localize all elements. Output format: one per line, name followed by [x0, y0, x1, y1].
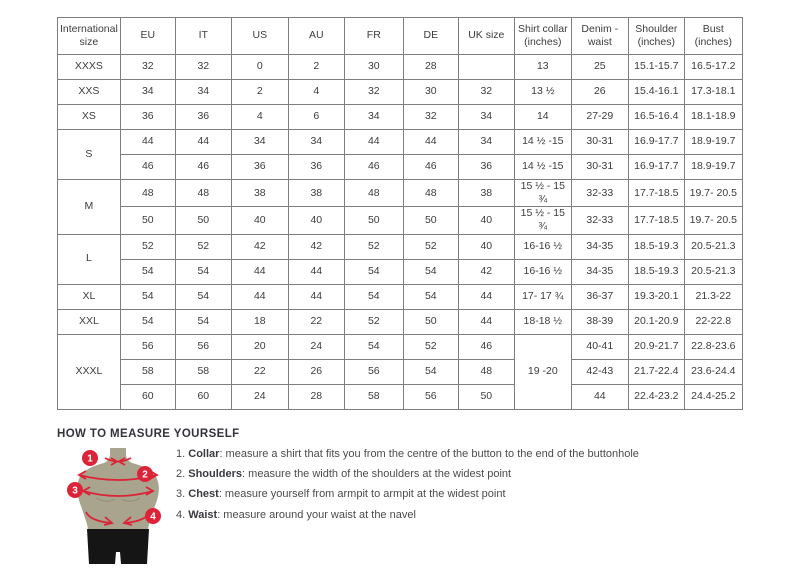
cell: 44 — [120, 130, 175, 155]
cell: 17- 17 ¾ — [514, 284, 571, 309]
step-text: : measure the width of the shoulders at the widest point — [242, 468, 512, 481]
cell: 32 — [120, 55, 175, 80]
cell: 38-39 — [571, 309, 628, 334]
col-header-uk-size: UK size — [458, 18, 514, 55]
cell: 54 — [120, 309, 175, 334]
step-number: 4. — [176, 508, 186, 521]
cell: 4 — [288, 80, 344, 105]
cell: 32 — [458, 80, 514, 105]
cell: 54 — [403, 259, 458, 284]
cell: 38 — [231, 180, 288, 207]
measure-step-waist — [176, 509, 736, 522]
col-header-de: DE — [403, 18, 458, 55]
cell: 24 — [288, 334, 344, 359]
cell: 2 — [288, 55, 344, 80]
cell: 50 — [403, 207, 458, 234]
cell: 54 — [344, 334, 403, 359]
merged-collar-cell: 19 -20 — [514, 334, 571, 409]
cell: 23.6-24.4 — [684, 359, 742, 384]
cell: 16.9-17.7 — [628, 130, 684, 155]
table-header-row — [58, 18, 743, 55]
cell: 50 — [175, 207, 231, 234]
cell: 40-41 — [571, 334, 628, 359]
cell: 4 — [231, 105, 288, 130]
measure-instructions — [176, 448, 736, 529]
cell: 34-35 — [571, 234, 628, 259]
cell: 34 — [231, 130, 288, 155]
cell: 54 — [175, 259, 231, 284]
cell: 54 — [344, 259, 403, 284]
cell: 14 — [514, 105, 571, 130]
cell: 54 — [344, 284, 403, 309]
col-header-denim-waist: Denim - waist — [571, 18, 628, 55]
col-header-it: IT — [175, 18, 231, 55]
cell: 20 — [231, 334, 288, 359]
step-text: : measure a shirt that fits you from the centre of the button to the end of the buttonhole — [219, 448, 639, 460]
cell: 36 — [120, 105, 175, 130]
cell: 17.7-18.5 — [628, 207, 684, 234]
col-header-international-size: International size — [58, 18, 121, 55]
table-row-xxxl-1 — [58, 334, 743, 359]
cell: 18.5-19.3 — [628, 234, 684, 259]
size-label-cell: XXL — [58, 309, 121, 334]
cell: 34 — [344, 105, 403, 130]
cell: 44 — [403, 130, 458, 155]
cell: 24 — [231, 384, 288, 409]
step-text: : measure around your waist at the navel — [217, 508, 416, 521]
cell: 34 — [120, 80, 175, 105]
cell: 38 — [288, 180, 344, 207]
cell: 44 — [288, 284, 344, 309]
cell: 40 — [458, 207, 514, 234]
cell: 54 — [120, 259, 175, 284]
cell: 48 — [175, 180, 231, 207]
cell: 48 — [120, 180, 175, 207]
cell: 34 — [458, 130, 514, 155]
cell: 16.9-17.7 — [628, 155, 684, 180]
cell: 19.7- 20.5 — [684, 207, 742, 234]
cell: 32 — [403, 105, 458, 130]
measure-step-shoulders — [176, 468, 736, 481]
table-row-m-2 — [58, 207, 743, 234]
cell: 52 — [344, 309, 403, 334]
table-row-xxxs — [58, 55, 743, 80]
cell: 54 — [175, 309, 231, 334]
cell: 30-31 — [571, 155, 628, 180]
cell: 18.5-19.3 — [628, 259, 684, 284]
cell: 46 — [175, 155, 231, 180]
cell: 36 — [231, 155, 288, 180]
cell: 38 — [458, 180, 514, 207]
cell: 30 — [403, 80, 458, 105]
size-label-cell: XXS — [58, 80, 121, 105]
cell: 21.3-22 — [684, 284, 742, 309]
step-label: Waist — [188, 508, 218, 521]
cell: 42 — [288, 234, 344, 259]
cell: 22.8-23.6 — [684, 334, 742, 359]
measure-step-collar — [176, 448, 736, 461]
cell: 54 — [403, 359, 458, 384]
cell — [458, 55, 514, 80]
cell: 56 — [175, 334, 231, 359]
cell: 42 — [458, 259, 514, 284]
cell: 54 — [120, 284, 175, 309]
cell: 32 — [344, 80, 403, 105]
table-row-l-2 — [58, 259, 743, 284]
cell: 20.5-21.3 — [684, 259, 742, 284]
col-header-au: AU — [288, 18, 344, 55]
table-row-xl — [58, 284, 743, 309]
cell: 52 — [403, 234, 458, 259]
step-number: 3. — [176, 488, 186, 501]
cell: 44 — [458, 284, 514, 309]
cell: 13 ½ — [514, 80, 571, 105]
svg-text:4: 4 — [150, 511, 156, 523]
measure-section-title: HOW TO MEASURE YOURSELF — [57, 428, 240, 440]
mannequin-illustration-icon — [56, 446, 180, 566]
cell: 22 — [231, 359, 288, 384]
cell: 19.7- 20.5 — [684, 180, 742, 207]
size-label-cell: XS — [58, 105, 121, 130]
cell: 56 — [344, 359, 403, 384]
svg-text:2: 2 — [142, 469, 148, 481]
cell: 34 — [288, 130, 344, 155]
cell: 52 — [403, 334, 458, 359]
cell: 52 — [120, 234, 175, 259]
marker-2-icon — [137, 466, 153, 482]
cell: 17.7-18.5 — [628, 180, 684, 207]
cell: 26 — [571, 80, 628, 105]
cell: 18.9-19.7 — [684, 155, 742, 180]
cell: 15 ½ - 15 ¾ — [514, 207, 571, 234]
table-row-xxs — [58, 80, 743, 105]
cell: 34-35 — [571, 259, 628, 284]
cell: 60 — [120, 384, 175, 409]
cell: 58 — [120, 359, 175, 384]
cell: 16.5-17.2 — [684, 55, 742, 80]
cell: 22.4-23.2 — [628, 384, 684, 409]
table-row-xs — [58, 105, 743, 130]
cell: 22 — [288, 309, 344, 334]
size-label-cell: M — [58, 180, 121, 235]
measure-step-chest — [176, 488, 736, 501]
cell: 36 — [288, 155, 344, 180]
cell: 50 — [120, 207, 175, 234]
cell: 44 — [288, 259, 344, 284]
col-header-bust: Bust (inches) — [684, 18, 742, 55]
cell: 58 — [175, 359, 231, 384]
cell: 19.3-20.1 — [628, 284, 684, 309]
size-label-cell: XL — [58, 284, 121, 309]
col-header-us: US — [231, 18, 288, 55]
cell: 34 — [458, 105, 514, 130]
cell: 20.5-21.3 — [684, 234, 742, 259]
size-label-cell: XXXL — [58, 334, 121, 409]
svg-text:1: 1 — [87, 453, 93, 465]
step-label: Collar — [188, 448, 220, 460]
table-row-s-1 — [58, 130, 743, 155]
cell: 56 — [403, 384, 458, 409]
cell: 36 — [175, 105, 231, 130]
cell: 50 — [458, 384, 514, 409]
cell: 16-16 ½ — [514, 259, 571, 284]
cell: 22-22.8 — [684, 309, 742, 334]
cell: 26 — [288, 359, 344, 384]
cell: 46 — [120, 155, 175, 180]
step-number: 2. — [176, 468, 186, 481]
cell: 36 — [458, 155, 514, 180]
marker-4-icon — [145, 508, 161, 524]
size-label-cell: L — [58, 234, 121, 284]
cell: 18.9-19.7 — [684, 130, 742, 155]
cell: 48 — [458, 359, 514, 384]
cell: 27-29 — [571, 105, 628, 130]
size-label-cell: XXXS — [58, 55, 121, 80]
cell: 20.9-21.7 — [628, 334, 684, 359]
cell: 14 ½ -15 — [514, 130, 571, 155]
cell: 44 — [344, 130, 403, 155]
table-row-s-2 — [58, 155, 743, 180]
cell: 42 — [231, 234, 288, 259]
cell: 0 — [231, 55, 288, 80]
cell: 52 — [175, 234, 231, 259]
cell: 50 — [344, 207, 403, 234]
cell: 54 — [175, 284, 231, 309]
cell: 14 ½ -15 — [514, 155, 571, 180]
table-row-xxxl-2 — [58, 359, 743, 384]
cell: 28 — [288, 384, 344, 409]
cell: 32 — [175, 55, 231, 80]
cell: 25 — [571, 55, 628, 80]
cell: 30-31 — [571, 130, 628, 155]
cell: 46 — [403, 155, 458, 180]
cell: 54 — [403, 284, 458, 309]
cell: 16-16 ½ — [514, 234, 571, 259]
cell: 16.5-16.4 — [628, 105, 684, 130]
cell: 50 — [403, 309, 458, 334]
step-label: Shoulders — [188, 468, 243, 481]
cell: 40 — [231, 207, 288, 234]
cell: 24.4-25.2 — [684, 384, 742, 409]
cell: 30 — [344, 55, 403, 80]
cell: 32-33 — [571, 207, 628, 234]
cell: 18 — [231, 309, 288, 334]
col-header-shoulder: Shoulder (inches) — [628, 18, 684, 55]
cell: 60 — [175, 384, 231, 409]
cell: 28 — [403, 55, 458, 80]
cell: 40 — [288, 207, 344, 234]
cell: 6 — [288, 105, 344, 130]
cell: 36-37 — [571, 284, 628, 309]
cell: 48 — [403, 180, 458, 207]
cell: 52 — [344, 234, 403, 259]
cell: 18.1-18.9 — [684, 105, 742, 130]
mannequin-figure — [56, 446, 180, 566]
cell: 44 — [175, 130, 231, 155]
cell: 44 — [458, 309, 514, 334]
cell: 32-33 — [571, 180, 628, 207]
cell: 44 — [571, 384, 628, 409]
step-text: : measure yourself from armpit to armpit at the widest point — [218, 488, 506, 501]
cell: 15 ½ - 15 ¾ — [514, 180, 571, 207]
col-header-fr: FR — [344, 18, 403, 55]
cell: 34 — [175, 80, 231, 105]
svg-text:3: 3 — [72, 485, 78, 497]
cell: 40 — [458, 234, 514, 259]
cell: 44 — [231, 259, 288, 284]
col-header-shirt-collar: Shirt collar (inches) — [514, 18, 571, 55]
marker-1-icon — [82, 450, 98, 466]
cell: 15.1-15.7 — [628, 55, 684, 80]
cell: 18-18 ½ — [514, 309, 571, 334]
cell: 15.4-16.1 — [628, 80, 684, 105]
table-row-xxxl-3 — [58, 384, 743, 409]
table-row-xxl — [58, 309, 743, 334]
size-chart-table — [57, 17, 743, 410]
marker-3-icon — [67, 482, 83, 498]
cell: 48 — [344, 180, 403, 207]
size-label-cell: S — [58, 130, 121, 180]
cell: 20.1-20.9 — [628, 309, 684, 334]
col-header-eu: EU — [120, 18, 175, 55]
step-number: 1. — [176, 448, 186, 460]
cell: 21.7-22.4 — [628, 359, 684, 384]
step-label: Chest — [188, 488, 219, 501]
cell: 17.3-18.1 — [684, 80, 742, 105]
cell: 46 — [344, 155, 403, 180]
cell: 56 — [120, 334, 175, 359]
cell: 42-43 — [571, 359, 628, 384]
cell: 44 — [231, 284, 288, 309]
table-row-m-1 — [58, 180, 743, 207]
table-row-l-1 — [58, 234, 743, 259]
cell: 46 — [458, 334, 514, 359]
cell: 58 — [344, 384, 403, 409]
cell: 13 — [514, 55, 571, 80]
cell: 2 — [231, 80, 288, 105]
